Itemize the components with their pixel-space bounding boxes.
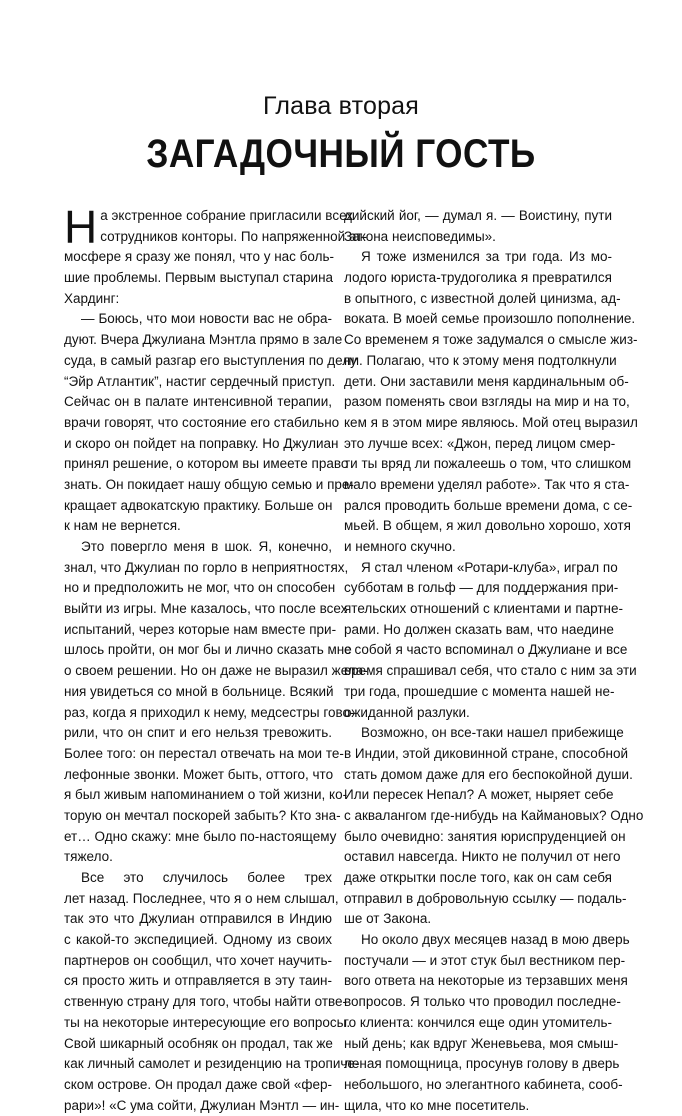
- text-line: щила, что ко мне посетитель.: [344, 1097, 530, 1113]
- text-line: ти ты вряд ли пожалеешь о том, что слишком: [344, 456, 632, 472]
- text-line: а экстренное собрание пригласили всех: [100, 208, 354, 223]
- text-line: в опытного, с известной долей цинизма, ад-: [344, 290, 621, 306]
- text-line: — Боюсь, что мои новости вас не обра-: [81, 311, 332, 327]
- text-line: лет назад. Последнее, что я о нем слышал,: [64, 890, 339, 906]
- text-line: с аквалангом где-нибудь на Каймановых? Одно: [344, 807, 644, 823]
- text-line: испытаний, через которые нам вместе при-: [64, 621, 337, 637]
- text-line: Со временем я тоже задумался о смысле жиз-: [344, 332, 638, 348]
- text-line: Я стал членом «Ротари-клуба», играл по: [361, 559, 618, 575]
- text-line: го клиента: кончился еще один утомитель-: [344, 1014, 612, 1030]
- text-line: партнеров он сообщил, что хочет научить-: [64, 952, 332, 968]
- text-line: Хардинг:: [64, 290, 120, 306]
- text-line: ный день; как вдруг Женевьева, моя смыш-: [344, 1035, 619, 1051]
- text-line: Но около двух месяцев назад в мою дверь: [361, 932, 630, 948]
- text-line: Закона неисповедимы».: [344, 228, 496, 244]
- text-line: постучали — и этот стук был вестником пер-: [344, 952, 626, 968]
- text-line: это лучше всех: «Джон, перед лицом смер-: [344, 435, 616, 451]
- text-line: леная помощница, просунув голову в дверь: [344, 1056, 620, 1072]
- text-line: и скоро он пойдет на поправку. Но Джулиан: [64, 435, 339, 451]
- text-line: ше от Закона.: [344, 911, 432, 927]
- text-line: кращает адвокатскую практику. Больше он: [64, 497, 333, 513]
- text-line: время спрашивал себя, что стало с ним за эти: [344, 663, 637, 679]
- text-line: выйти из игры. Мне казалось, что после всех: [64, 601, 348, 617]
- text-line: дети. Они заставили меня кардинальным об-: [344, 373, 629, 389]
- text-line: ожиданной разлуки.: [344, 704, 470, 720]
- text-line: рами. Но должен сказать вам, что наедине: [344, 621, 614, 637]
- text-line: с какой-то экспедицией. Одному из своих: [64, 932, 332, 948]
- text-line: мало времени уделял работе». Так что я ста-: [344, 476, 630, 492]
- text-line: дуют. Вчера Джулиана Мэнтла прямо в зале: [64, 332, 343, 348]
- text-line: отправил в добровольную ссылку — подаль-: [344, 890, 627, 906]
- text-line: вого ответа на некоторые из терзавших меня: [344, 973, 628, 989]
- text-line: Или пересек Непал? А может, ныряет себе: [344, 787, 614, 803]
- text-line: мосфере я сразу же понял, что у нас боль-: [64, 249, 335, 265]
- text-line: разом поменять свои взгляды на мир и на то,: [344, 394, 630, 410]
- text-line: даже открытки после того, как он сам себя: [344, 870, 612, 885]
- text-line: так это что Джулиан отправился в Индию: [64, 911, 332, 927]
- text-line: кем я в этом мире являюсь. Мой отец выразил: [344, 414, 638, 430]
- text-line: я был живым напоминанием о той жизни, ко-: [64, 787, 348, 803]
- text-line: вопросов. Я только что проводил последне-: [344, 994, 621, 1010]
- text-line: Все это случилось более трех: [81, 870, 332, 885]
- text-line: ятельских отношений с клиентами и партне-: [344, 601, 624, 617]
- text-line: “Эйр Атлантик”, настиг сердечный приступ.: [64, 373, 336, 389]
- text-line: тяжело.: [64, 849, 113, 865]
- text-line: в Индии, этой диковинной стране, способной: [344, 745, 629, 761]
- text-line: о своем решении. Но он даже не выразил жела-: [64, 663, 368, 679]
- text-line: шлось пройти, он мог бы и лично сказать мне: [64, 642, 352, 658]
- text-line: Сейчас он в палате интенсивной терапии,: [64, 394, 332, 410]
- text-line: ты на некоторые интересующие его вопросы.: [64, 1014, 351, 1030]
- text-line: знать. Он покидает нашу общую семью и пре-: [64, 476, 354, 492]
- text-line: Более того: он перестал отвечать на мои те-: [64, 745, 344, 761]
- text-line: Возможно, он все-таки нашел прибежище: [361, 725, 624, 741]
- text-line: лефонные звонки. Может быть, оттого, что: [64, 766, 334, 782]
- text-line: знал, что Джулиан по горло в неприятностях,: [64, 559, 349, 575]
- text-line: сотрудников конторы. По напряженной ат-: [100, 228, 367, 244]
- text-line: ни. Полагаю, что к этому меня подтолкнули: [344, 352, 617, 368]
- text-line: как личный самолет и резиденцию на тропиче-: [64, 1056, 360, 1072]
- text-line: ственную страну для того, чтобы найти отве-: [64, 994, 348, 1010]
- text-line: субботам в гольф — для поддержания при-: [344, 580, 619, 596]
- text-line: дийский йог, — думал я. — Воистину, пути: [344, 208, 612, 223]
- text-line: рари»! «С ума сойти, Джулиан Мэнтл — ин-: [64, 1097, 340, 1113]
- text-line: ся просто жить и отправляется в эту таин-: [64, 973, 332, 989]
- text-line: Это повергло меня в шок. Я, конечно,: [81, 539, 332, 554]
- chapter-label: Глава вторая: [262, 92, 420, 120]
- text-line: ском острове. Он продал даже свой «фер-: [64, 1076, 332, 1092]
- text-line: три года, прошедшие с момента нашей не-: [344, 683, 615, 699]
- text-line: оставил навсегда. Никто не получил от него: [344, 849, 621, 865]
- text-line: небольшого, но элегантного кабинета, сооб-: [344, 1076, 623, 1092]
- text-line: суда, в самый разгар его выступления по делу: [64, 352, 357, 368]
- text-line: ет… Одно скажу: мне было по-настоящему: [64, 828, 337, 844]
- text-line: принял решение, о котором вы имеете право: [64, 456, 349, 472]
- text-line: раз, когда я приходил к нему, медсестры гово-: [64, 704, 355, 720]
- text-line: рался проводить больше времени дома, с се-: [344, 497, 633, 513]
- text-line: врачи говорят, что состояние его стабильно: [64, 414, 340, 430]
- right-column: [344, 206, 644, 1116]
- text-line: мьей. В общем, я жил довольно хорошо, хотя: [344, 518, 631, 534]
- text-line: воката. В моей семье произошло пополнение.: [344, 311, 636, 327]
- text-line: к нам не вернется.: [64, 518, 181, 534]
- text-line: но и предположить не мог, что он способен: [64, 580, 336, 596]
- text-line: ния увидеться со мной в больнице. Всякий: [64, 683, 334, 699]
- left-column: [64, 201, 368, 1116]
- text-line: стать домом даже для его беспокойной души.: [344, 766, 633, 782]
- text-line: рили, что он спит и его нельзя тревожить.: [64, 725, 332, 741]
- text-line: лодого юриста-трудоголика я превратился: [344, 270, 612, 286]
- chapter-title: ЗАГАДОЧНЫЙ ГОСТЬ: [146, 132, 536, 176]
- text-line: и немного скучно.: [344, 539, 456, 554]
- text-line: с собой я часто вспоминал о Джулиане и все: [344, 642, 628, 658]
- text-line: Свой шикарный особняк он продал, так же: [64, 1035, 333, 1051]
- text-line: торую он мечтал поскорей забыть? Кто зна-: [64, 807, 341, 823]
- text-line: было очевидно: занятия юриспруденцией он: [344, 828, 626, 844]
- text-line: Я тоже изменился за три года. Из мо-: [361, 249, 612, 265]
- text-line: шие проблемы. Первым выступал старина: [64, 270, 334, 286]
- drop-cap: Н: [64, 201, 98, 253]
